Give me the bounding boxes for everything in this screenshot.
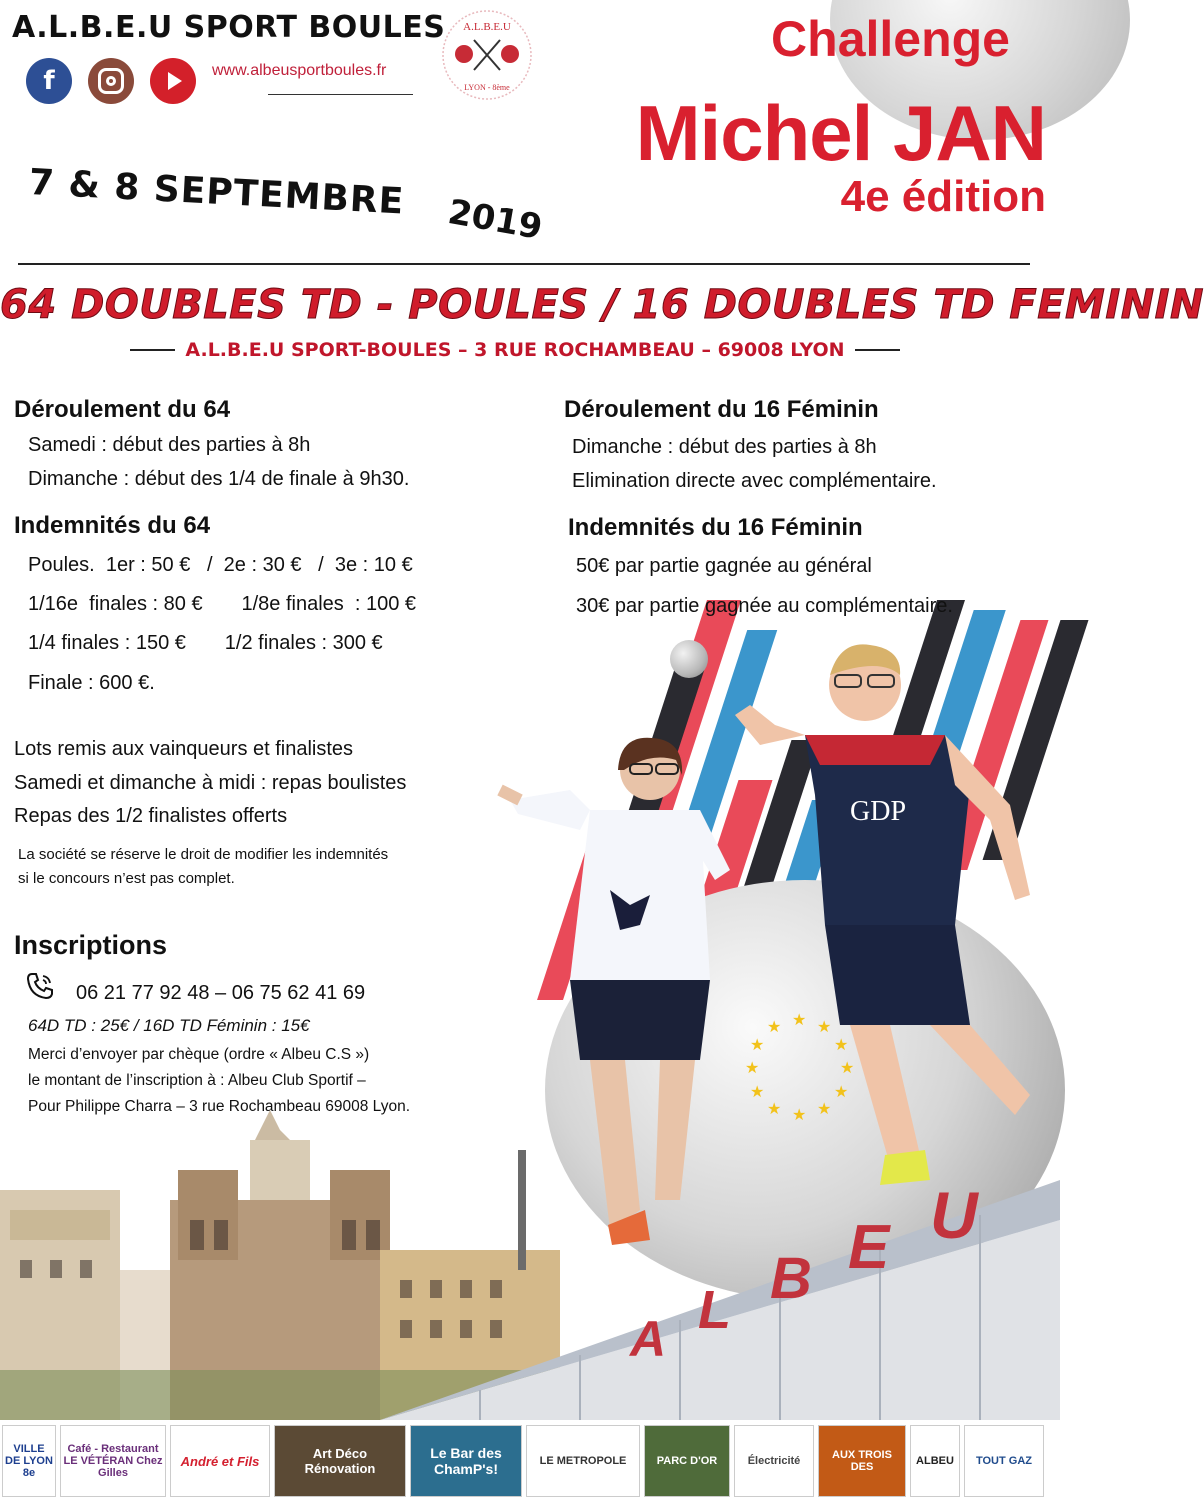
sponsor-logo: LE METROPOLE (526, 1425, 640, 1497)
instagram-icon[interactable] (88, 58, 134, 104)
indemnites-16-line: 50€ par partie gagnée au général (576, 555, 872, 577)
inscriptions-title: Inscriptions (14, 930, 168, 960)
extra-info-line: Samedi et dimanche à midi : repas boulistes (14, 772, 407, 794)
play-glyph (168, 72, 182, 90)
address-row (130, 338, 900, 362)
deroulement-64-line: Dimanche : début des 1/4 de finale à 9h30. (28, 468, 410, 490)
inscription-instruction: le montant de l’inscription à : Albeu Club Sportif – (28, 1072, 366, 1089)
eu-stars-emblem: ★ ★ ★ ★ ★ ★ ★ ★ ★ ★ ★ ★ (745, 1010, 855, 1124)
sponsor-logo: VILLE DE LYON 8e (2, 1425, 56, 1497)
notice-line: si le concours n’est pas complet. (18, 870, 235, 887)
hall-letter-e: E (848, 1213, 890, 1282)
competition-headline: 64 DOUBLES TD - POULES / 16 DOUBLES TD FEMININ (0, 282, 1204, 328)
address-dash-right (855, 349, 900, 351)
deroulement-16-line: Dimanche : début des parties à 8h (572, 436, 877, 458)
address-dash-left (130, 349, 175, 351)
logo-text: A.L.B.E.U (463, 21, 511, 33)
small-boule-image (670, 640, 708, 678)
deroulement-64-title: Déroulement du 64 (14, 396, 231, 423)
event-dates: 7 & 8 SEPTEMBRE (27, 162, 406, 223)
sponsor-logo: Électricité (734, 1425, 814, 1497)
inscription-fees: 64D TD : 25€ / 16D TD Féminin : 15€ (28, 1016, 310, 1035)
notice-line: La société se réserve le droit de modifier les indemnités (18, 846, 389, 863)
indemnites-64-line: Poules. 1er : 50 € / 2e : 30 € / 3e : 10 € (28, 554, 413, 576)
logo-subtext: LYON - 8ème (464, 83, 510, 92)
male-player-image (730, 635, 1060, 1195)
indemnites-64-line: Finale : 600 €. (28, 672, 155, 694)
extra-info-line: Lots remis aux vainqueurs et finalistes (14, 738, 354, 760)
sponsor-logo: Le Bar des ChamP's! (410, 1425, 522, 1497)
inscription-phones: 06 21 77 92 48 – 06 75 62 41 69 (76, 982, 366, 1004)
albeu-hall-image (380, 1180, 1060, 1420)
hall-letter-l: L (698, 1280, 731, 1340)
hall-letter-u: U (930, 1178, 978, 1252)
facebook-icon[interactable] (26, 58, 72, 104)
youtube-icon[interactable] (150, 58, 196, 104)
sponsor-logo: Café - Restaurant LE VÉTÉRAN Chez Gilles (60, 1425, 166, 1497)
website-underline (268, 94, 413, 95)
indemnites-16-title: Indemnités du 16 Féminin (568, 514, 863, 541)
sponsor-logo: TOUT GAZ (964, 1425, 1044, 1497)
indemnites-64-line: 1/16e finales : 80 € 1/8e finales : 100 € (28, 593, 417, 615)
facebook-glyph: f (43, 66, 55, 96)
header-divider (18, 263, 1030, 265)
club-name: A.L.B.E.U SPORT BOULES (12, 10, 446, 45)
club-logo (440, 8, 534, 102)
deroulement-16-title: Déroulement du 16 Féminin (564, 396, 879, 423)
inscription-instruction: Merci d’envoyer par chèque (ordre « Albeu C.S ») (28, 1046, 370, 1063)
sponsor-logo: PARC D'OR (644, 1425, 730, 1497)
challenge-name: Michel JAN (635, 89, 1046, 177)
sponsor-logo: Art Déco Rénovation (274, 1425, 406, 1497)
sponsor-logo: ALBEU (910, 1425, 960, 1497)
challenge-edition: 4e édition (840, 172, 1046, 221)
hall-letter-a: A (630, 1311, 667, 1367)
inscription-instruction: Pour Philippe Charra – 3 rue Rochambeau 69008 Lyon. (28, 1098, 411, 1115)
jersey-text: GDP (850, 796, 907, 827)
camera-glyph (98, 68, 124, 94)
website-link[interactable]: www.albeusportboules.fr (212, 62, 387, 79)
deroulement-64-line: Samedi : début des parties à 8h (28, 434, 311, 456)
extra-info-line: Repas des 1/2 finalistes offerts (14, 805, 288, 827)
event-year: 2019 (445, 192, 546, 248)
deroulement-16-line: Elimination directe avec complémentaire. (572, 470, 937, 492)
sponsor-logo: André et Fils (170, 1425, 270, 1497)
challenge-title: Challenge (771, 11, 1010, 67)
sponsor-logo: AUX TROIS DES (818, 1425, 906, 1497)
venue-address: A.L.B.E.U SPORT-BOULES – 3 RUE ROCHAMBEAU – 69008 LYON (185, 339, 845, 361)
phone-icon (24, 970, 56, 1002)
sponsor-strip (0, 1422, 1060, 1500)
indemnites-64-line: 1/4 finales : 150 € 1/2 finales : 300 € (28, 632, 383, 654)
indemnites-16-line: 30€ par partie gagnée au complémentaire. (576, 595, 953, 617)
indemnites-64-title: Indemnités du 64 (14, 512, 211, 539)
hall-letter-b: B (770, 1246, 812, 1311)
